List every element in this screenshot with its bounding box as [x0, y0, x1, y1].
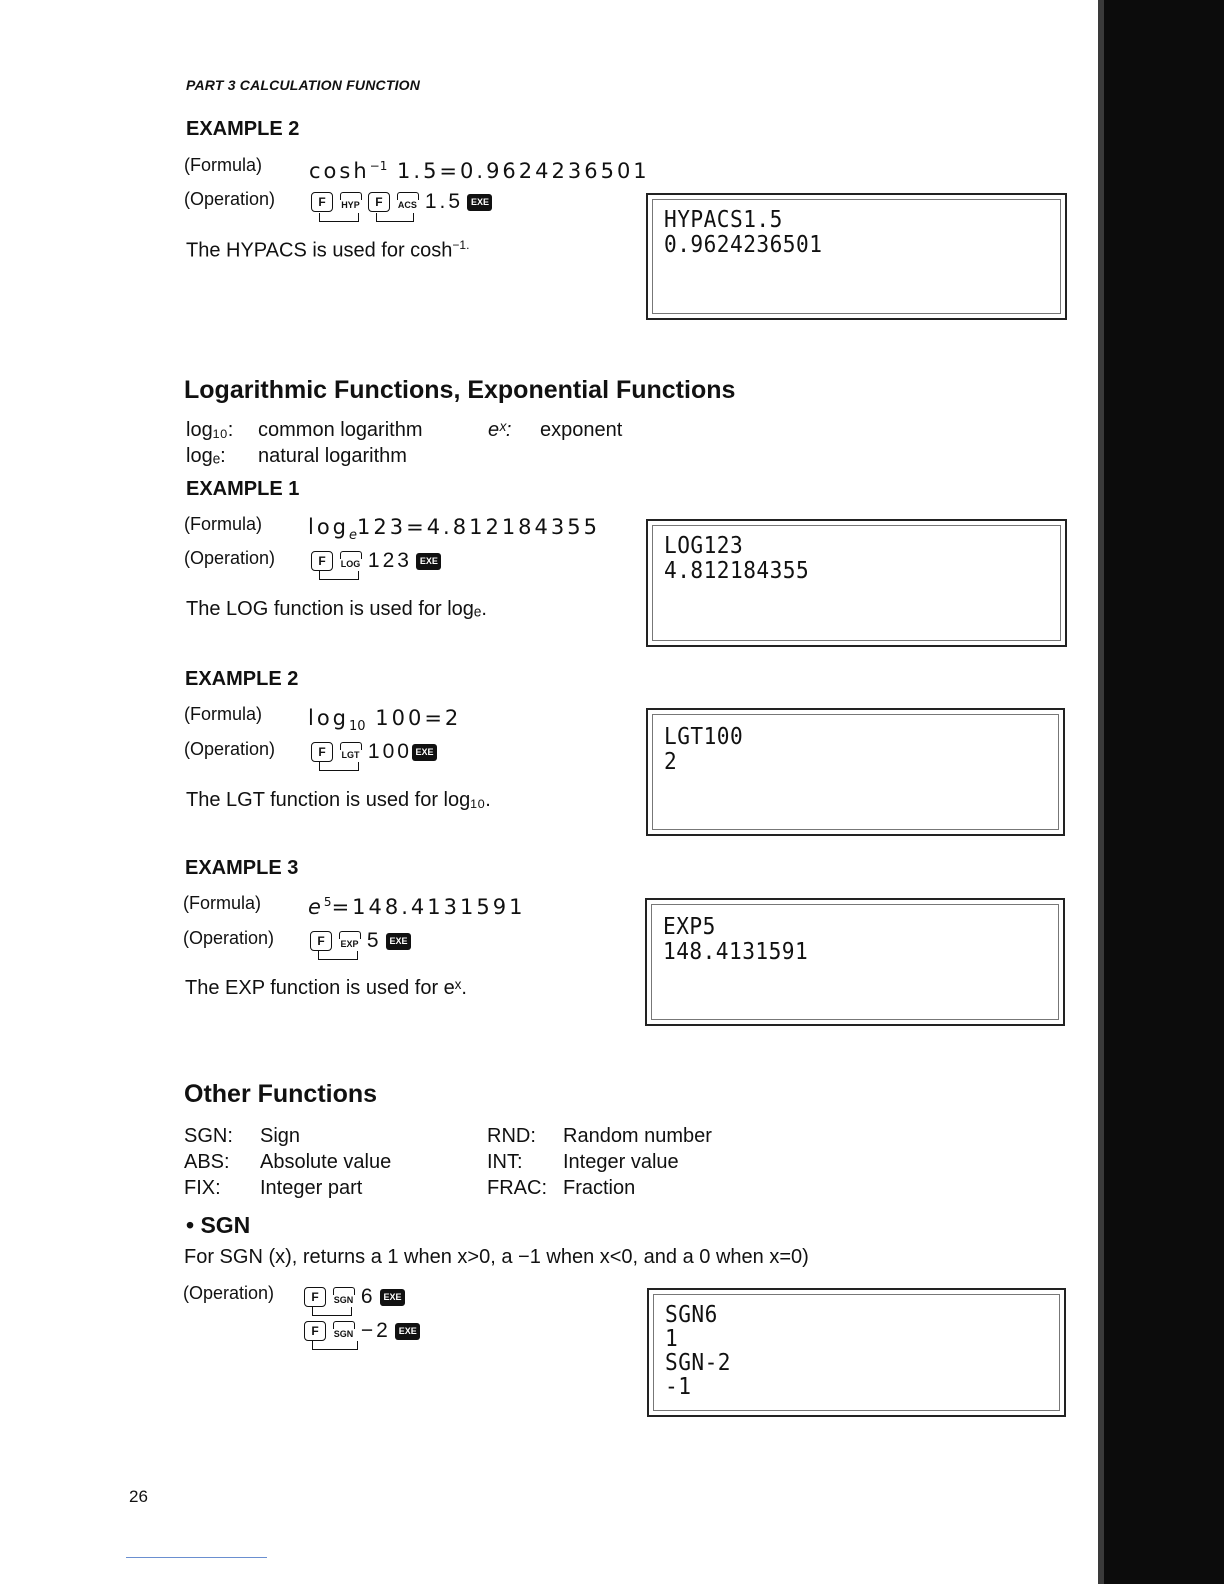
- page-number: 26: [129, 1487, 148, 1506]
- frac-desc: Fraction: [563, 1177, 636, 1199]
- rnd-desc: Random number: [563, 1125, 712, 1147]
- log-ex3-formula: [308, 895, 525, 919]
- operation-label: (Operation): [183, 1283, 275, 1303]
- loge-desc: natural logarithm: [258, 445, 407, 467]
- log-ex3-op-number: 5: [366, 929, 382, 952]
- key-bracket: [312, 1307, 352, 1316]
- lcd-line: -1: [665, 1374, 692, 1400]
- log10-term: log₁₀:: [186, 419, 234, 441]
- hyp-op-number: 1.5: [424, 190, 464, 213]
- log-ex2-formula-sub: 10: [349, 719, 366, 735]
- formula-label: (Formula): [183, 893, 262, 913]
- log-ex2-formula-func: log: [308, 706, 350, 730]
- f-key: F: [311, 551, 333, 571]
- sgn-description: For SGN (x), returns a 1 when x>0, a −1 when x<0, and a 0 when x=0): [184, 1246, 809, 1268]
- exe-key: EXE: [395, 1323, 420, 1340]
- exe-key: EXE: [416, 553, 441, 570]
- key-bracket: [312, 1341, 358, 1350]
- lcd-line: LOG123: [664, 533, 744, 559]
- lcd-line: EXP5: [663, 914, 716, 940]
- exe-key: EXE: [467, 194, 492, 211]
- sgn-key: SGN: [330, 1321, 356, 1341]
- hyp-key: HYP: [337, 192, 363, 212]
- log-example3-title: EXAMPLE 3: [185, 857, 299, 879]
- sgn-op2-number: −2: [360, 1319, 391, 1342]
- sgn-operation-2: [304, 1319, 420, 1343]
- int-term: INT:: [487, 1151, 523, 1173]
- hyp-desc-sup: −1.: [452, 238, 470, 252]
- lcd-line: 148.4131591: [663, 939, 809, 965]
- log-ex1-formula: [308, 515, 600, 543]
- sgn-desc: Sign: [260, 1125, 301, 1147]
- operation-label: (Operation): [184, 548, 276, 568]
- hyp-formula: [309, 159, 650, 183]
- lcd-line: LGT100: [664, 724, 744, 750]
- key-bracket: [319, 213, 359, 222]
- abs-desc: Absolute value: [260, 1151, 392, 1173]
- f-key: F: [304, 1321, 326, 1341]
- exe-key: EXE: [412, 744, 437, 761]
- abs-term: ABS:: [184, 1151, 230, 1173]
- rnd-term: RND:: [487, 1125, 536, 1147]
- log-ex1-formula-sub: e: [349, 528, 358, 544]
- lcd-line: SGN-2: [665, 1350, 732, 1376]
- exe-key: EXE: [386, 933, 411, 950]
- sgn-op1-number: 6: [360, 1285, 376, 1308]
- operation-label: (Operation): [184, 739, 276, 759]
- lcd-line: HYPACS1.5: [664, 207, 783, 233]
- hyp-formula-rest: 1.5=0.9624236501: [387, 159, 650, 183]
- lgt-key: LGT: [337, 742, 363, 762]
- ex-desc: exponent: [540, 419, 623, 441]
- log-example1-title: EXAMPLE 1: [186, 478, 300, 500]
- lcd-display-exp: [645, 898, 1065, 1026]
- footer-rule: [126, 1557, 267, 1558]
- key-bracket: [319, 762, 359, 771]
- hyp-formula-sup: −1: [369, 159, 388, 173]
- log-ex1-formula-rest: 123=4.812184355: [357, 515, 600, 539]
- formula-label: (Formula): [184, 704, 263, 724]
- lcd-line: 4.812184355: [664, 558, 810, 584]
- lcd-display-hyp: [646, 193, 1067, 320]
- lcd-display-log: [646, 519, 1067, 647]
- loge-term: logₑ:: [186, 445, 226, 467]
- log-ex1-formula-func: log: [308, 515, 350, 539]
- acs-key: ACS: [394, 192, 420, 212]
- page-edge-bar: [1098, 0, 1224, 1584]
- log-ex3-operation: [310, 929, 411, 953]
- sgn-key: SGN: [330, 1287, 356, 1307]
- log-ex3-formula-sup: 5: [323, 895, 332, 909]
- lcd-line: 0.9624236501: [664, 232, 823, 258]
- lcd-line: 2: [664, 749, 678, 775]
- f-key: F: [310, 931, 332, 951]
- ex-term: eˣ:: [488, 419, 512, 441]
- log-ex2-formula-rest: 100=2: [365, 706, 462, 730]
- lcd-line: 1: [665, 1326, 679, 1352]
- log-key: LOG: [337, 551, 363, 571]
- log-ex2-desc: The LGT function is used for log₁₀.: [186, 789, 491, 811]
- sgn-operation-1: [304, 1285, 405, 1309]
- key-bracket: [318, 951, 358, 960]
- section-title-log: Logarithmic Functions, Exponential Functions: [184, 376, 736, 404]
- hyp-example-title: EXAMPLE 2: [186, 118, 300, 140]
- formula-label: (Formula): [184, 155, 263, 175]
- hyp-operation: [311, 190, 492, 214]
- log-ex2-operation: [311, 740, 437, 764]
- key-bracket: [376, 213, 414, 222]
- log10-desc: common logarithm: [258, 419, 423, 441]
- hyp-formula-func: cosh: [309, 159, 370, 183]
- formula-label: (Formula): [184, 514, 263, 534]
- lcd-display-lgt: [646, 708, 1065, 836]
- log-ex2-op-number: 100: [367, 740, 412, 763]
- f-key: F: [311, 742, 333, 762]
- exe-key: EXE: [380, 1289, 405, 1306]
- running-head: PART 3 CALCULATION FUNCTION: [186, 77, 421, 93]
- int-desc: Integer value: [563, 1151, 679, 1173]
- f-key: F: [304, 1287, 326, 1307]
- hyp-desc-text: The HYPACS is used for cosh: [186, 239, 453, 262]
- key-bracket: [319, 571, 359, 580]
- exp-key: EXP: [336, 931, 362, 951]
- frac-term: FRAC:: [487, 1177, 547, 1199]
- operation-label: (Operation): [184, 189, 276, 209]
- f-key: F: [368, 192, 390, 212]
- log-ex1-desc: The LOG function is used for logₑ.: [186, 598, 487, 620]
- log-ex3-formula-rest: =148.4131591: [331, 895, 526, 919]
- log-ex3-formula-func: e: [308, 895, 324, 919]
- log-ex3-desc: The EXP function is used for eˣ.: [185, 977, 467, 999]
- sgn-subtitle: • SGN: [186, 1212, 251, 1238]
- lcd-display-sgn: [647, 1288, 1066, 1417]
- hyp-desc: [186, 238, 469, 263]
- log-example2-title: EXAMPLE 2: [185, 668, 299, 690]
- section-title-other: Other Functions: [184, 1080, 378, 1108]
- fix-term: FIX:: [184, 1177, 221, 1199]
- lcd-line: SGN6: [665, 1302, 718, 1328]
- sgn-term: SGN:: [184, 1125, 233, 1147]
- log-ex2-formula: [308, 706, 461, 734]
- fix-desc: Integer part: [260, 1177, 363, 1199]
- operation-label: (Operation): [183, 928, 275, 948]
- log-ex1-operation: [311, 549, 441, 573]
- log-ex1-op-number: 123: [367, 549, 412, 572]
- f-key: F: [311, 192, 333, 212]
